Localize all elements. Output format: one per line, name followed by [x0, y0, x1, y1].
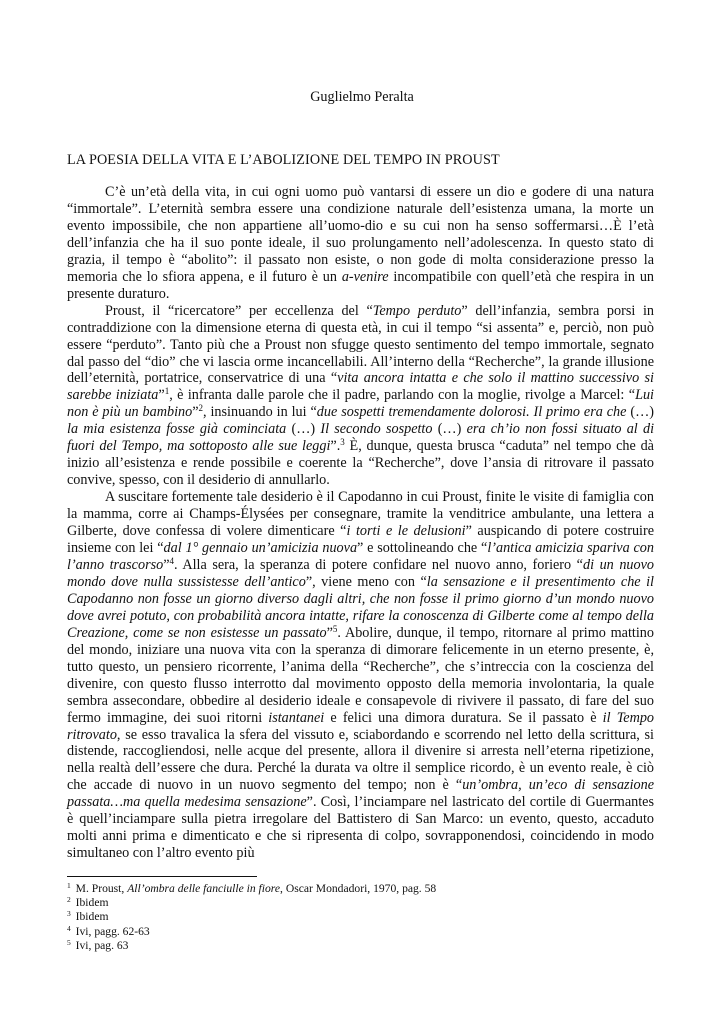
italic-text: un’ombra, un’eco di sensazione passata…ma quella medesima sensazione	[67, 777, 654, 811]
essay-body	[67, 184, 654, 862]
text-run: ”	[163, 556, 170, 573]
footnotes	[67, 882, 654, 953]
text-run: , se esso travalica la sfera del vissuto e, sciabordando e scorrendo nel letto della scrittura, si distende, raccogliendosi, nelle acque del presente, allora il divenire si arresta nell’eterna ripetizione, nella realtà dell’essere che dura. Perché la durata va oltre il semplice ricordo, è un evento reale, è ciò che accade di nuovo in un nuovo segmento del tempo; non è “	[67, 726, 654, 794]
text-run: ” auspicando di potere costruire insieme con lei “	[67, 523, 655, 557]
italic-text: Lui non è più un bambino	[67, 387, 654, 421]
italic-text: vita ancora intatta e che solo il mattino successivo si sarebbe iniziata	[67, 370, 655, 404]
text-run: Ivi, pag. 63	[72, 938, 129, 952]
footnote	[67, 896, 654, 910]
italic-text: a-venire	[341, 268, 389, 285]
text-run: ” e sottolineando che “	[357, 540, 488, 557]
italic-text: istantanei	[268, 709, 325, 726]
text-run: , Oscar Mondadori, 1970, pag. 58	[280, 882, 437, 895]
text-run: (…)	[432, 421, 467, 438]
text-run: (…)	[286, 421, 321, 438]
text-run: M. Proust,	[72, 882, 128, 895]
italic-text: di un nuovo mondo dove nulla sussistesse dell’antico	[67, 556, 654, 590]
text-run: ”.	[330, 438, 341, 455]
text-run: ” dell’infanzia, sembra porsi in contraddizione con la dimensione eterna di questa età, in cui il tempo “si assenta” e, perciò, non può essere “perduto”. Tanto più che a Proust non sfugge questo sentimento del tempo immortale, segnato dal passo del “dio” che vi lascia orme incancellabili. All’interno della “Recherche”, la grande illusione dell’eternità, portatrice, conservatrice di una “	[67, 302, 654, 387]
text-run: Proust, il “ricercatore” per eccellenza del “	[105, 302, 373, 319]
italic-text: Tempo perduto	[372, 302, 462, 319]
italic-text: dal 1° gennaio un’amicizia nuova	[163, 540, 358, 557]
text-run: ”	[158, 387, 165, 404]
italic-text: Il secondo sospetto	[320, 421, 433, 438]
footnote-marker: 4	[169, 555, 175, 566]
italic-text: i torti e le delusioni	[346, 523, 466, 540]
footnote-marker: 2	[67, 895, 71, 905]
footnote-marker: 5	[67, 937, 71, 947]
text-run: , insinuando in lui “	[203, 404, 317, 421]
text-run: incompatibile con quell’età che respira in un presente duraturo.	[67, 268, 655, 302]
footnote-marker: 4	[67, 923, 71, 933]
paragraph	[67, 489, 654, 862]
text-run: È, dunque, questa brusca “caduta” nel tempo che dà inizio all’esistenza e rende possibile e coerente la “Recherche”, dove l’ansia di ritrovare il passato convive, spesso, con il desiderio di annullarlo.	[67, 438, 654, 489]
footnote-marker: 1	[164, 386, 170, 397]
text-run: . Alla sera, la speranza di potere confidare nel nuovo anno, foriero “	[174, 556, 583, 573]
author-name: Guglielmo Peralta	[310, 89, 414, 105]
footnote-marker: 2	[198, 403, 204, 414]
footnote	[67, 925, 654, 939]
italic-text: All’ombra delle fanciulle in fiore	[127, 882, 281, 895]
text-run: ”	[326, 624, 333, 641]
footnote-marker: 1	[67, 881, 71, 890]
italic-text: la sensazione e il presentimento che il Capodanno non fosse un giorno diverso dagli altri, che non fosse il primo giorno d’un mondo nuovo dove avrei potuto, con probabilità ancora intatte, rifare la conoscenza di Gilberte come al tempo della Creazione, come se non esistesse un passato	[67, 573, 654, 641]
footnote	[67, 910, 654, 924]
text-run: Ivi, pagg. 62-63	[72, 924, 150, 938]
italic-text: la mia esistenza fosse già cominciata	[67, 421, 287, 438]
italic-text: il Tempo ritrovato	[67, 709, 655, 743]
text-run: ”, viene meno con “	[305, 573, 427, 590]
footnote-marker: 5	[332, 623, 338, 634]
paragraph	[67, 184, 654, 303]
text-run: . Abolire, dunque, il tempo, ritornare al primo mattino del mondo, iniziare una nuova vita con la speranza di dimorare felicemente in un eterno presente, è, tutto questo, un pensiero ricorrente, l’anima della “Recherche”, che s’intreccia con la coscienza del divenire, con questo flusso interrotto dal movimento opposto della memoria involontaria, la quale sembra assecondare, obbedire al desiderio ideale e consapevole di rivivere il passato, di fare del suo fermo immagine, dei suoi ritorni	[67, 624, 654, 726]
footnote	[67, 882, 654, 896]
italic-text: era ch’io non fossi situato al di fuori del Tempo, ma sottoposto alle sue leggi	[67, 421, 655, 455]
text-run: ”	[192, 404, 199, 421]
text-run: ”. Così, l’inciampare nel lastricato del cortile di Guermantes è quell’inciampare sulla pietra irregolare del Battistero di San Marco: un evento, questo, accaduto molti anni prima e dimenticato e che si ripresenta di colpo, sovrapponendosi, coincidendo in modo simultaneo con l’altro evento più	[67, 794, 654, 862]
text-run: Ibidem	[72, 896, 109, 910]
text-run: Ibidem	[72, 910, 109, 924]
footnote-marker: 3	[67, 909, 71, 919]
essay-title: LA POESIA DELLA VITA E L’ABOLIZIONE DEL TEMPO IN PROUST	[67, 152, 500, 168]
paragraph	[67, 303, 654, 489]
italic-text: due sospetti tremendamente dolorosi. Il primo era che	[316, 404, 627, 421]
footnote-separator	[67, 876, 257, 877]
text-run: , è infranta dalle parole che il padre, parlando con la moglie, rivolge a Marcel: “	[169, 387, 636, 404]
footnote-marker: 3	[340, 437, 345, 448]
footnote	[67, 939, 654, 953]
text-run: C’è un’età della vita, in cui ogni uomo può vantarsi di essere un dio e godere di una natura “immortale”. L’eternità sembra essere una condizione naturale dell’esistenza umana, la morte un evento impossibile, che non appartiene all’uomo-dio e su cui non ha senso soffermarsi…È l’età dell’infanzia che ha il suo ponte ideale, il suo prolungamento nell’adolescenza. In questo stato di grazia, il tempo è “abolito”: il passato non esiste, o non gode di molta considerazione presso la memoria che lo sfiora appena, e il futuro è un	[67, 184, 654, 285]
text-run: A suscitare fortemente tale desiderio è il Capodanno in cui Proust, finite le visite di famiglia con la mamma, corre ai Champs-Élysées per consegnare, tramite la venditrice ambulante, una lettera a Gilberte, dove confessa di volere dimenticare “	[67, 489, 654, 540]
text-run: (…)	[626, 404, 654, 421]
italic-text: l’antica amicizia spariva con l’anno trascorso	[67, 540, 654, 573]
text-run: e felici una dimora duratura. Se il passato è	[324, 709, 603, 726]
